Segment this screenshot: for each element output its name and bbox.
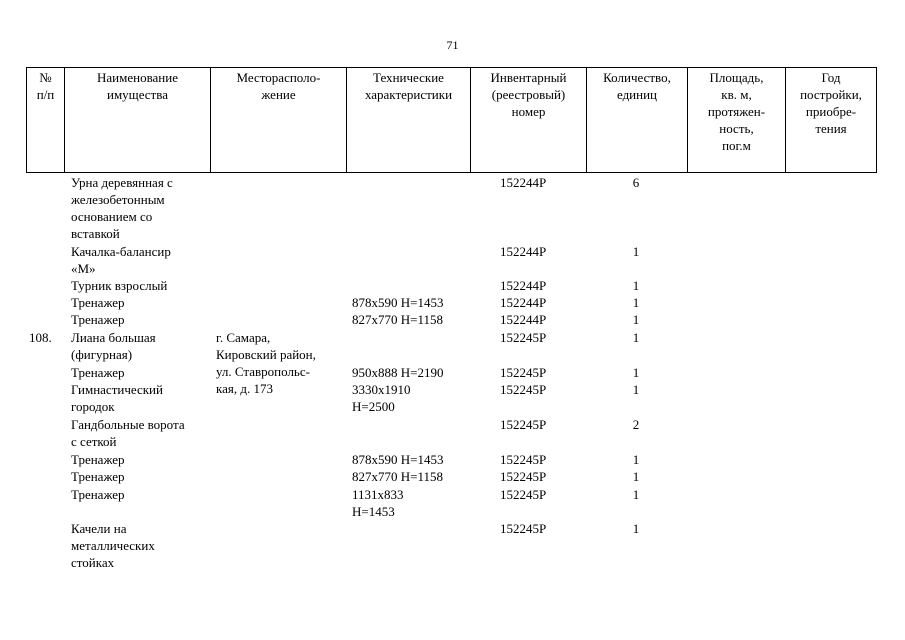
item-quantity: 1 xyxy=(632,365,640,380)
item-name: Турник взрослый xyxy=(71,278,168,293)
item-quantity: 1 xyxy=(632,312,640,327)
page-number: 71 xyxy=(446,38,459,52)
header-cell-quantity: Количество, единиц xyxy=(603,70,671,102)
item-inventory: 152245Р xyxy=(500,330,547,345)
item-tech: 950х888 Н=2190 xyxy=(352,365,444,380)
item-tech: 827х770 Н=1158 xyxy=(352,312,443,327)
item-name: Лиана большая (фигурная) xyxy=(71,330,156,362)
item-inventory: 152244Р xyxy=(500,312,547,327)
header-bottom-border xyxy=(26,172,877,173)
item-inventory: 152245Р xyxy=(500,452,547,467)
item-quantity: 1 xyxy=(632,469,640,484)
header-top-border xyxy=(26,67,877,68)
item-tech: 878х590 Н=1453 xyxy=(352,452,444,467)
item-tech: 878х590 Н=1453 xyxy=(352,295,444,310)
item-quantity: 1 xyxy=(632,487,640,502)
header-cell-location: Месторасполо- жение xyxy=(236,70,321,102)
item-name: Тренажер xyxy=(71,452,125,467)
item-quantity: 1 xyxy=(632,330,640,345)
item-inventory: 152245Р xyxy=(500,382,547,397)
item-tech: 1131х833 Н=1453 xyxy=(352,487,404,519)
item-name: Гимнастический городок xyxy=(71,382,163,414)
header-cell-name: Наименование имущества xyxy=(97,70,178,102)
item-name: Тренажер xyxy=(71,295,125,310)
header-cell-number: № п/п xyxy=(36,70,55,102)
item-tech: 827х770 Н=1158 xyxy=(352,469,443,484)
item-inventory: 152244Р xyxy=(500,295,547,310)
item-inventory: 152244Р xyxy=(500,278,547,293)
item-quantity: 1 xyxy=(632,244,640,259)
header-cell-inventory: Инвентарный (реестровый) номер xyxy=(490,70,567,119)
item-name: Тренажер xyxy=(71,365,125,380)
item-quantity: 2 xyxy=(632,417,640,432)
item-inventory: 152245Р xyxy=(500,487,547,502)
item-quantity: 1 xyxy=(632,278,640,293)
header-cell-year: Год постройки, приобре- тения xyxy=(800,70,862,136)
item-name: Урна деревянная с железобетонным основанием со вставкой xyxy=(71,175,173,241)
item-quantity: 6 xyxy=(632,175,640,190)
item-name: Качели на металлических стойках xyxy=(71,521,155,570)
item-name: Тренажер xyxy=(71,487,125,502)
item-inventory: 152244Р xyxy=(500,244,547,259)
item-name: Тренажер xyxy=(71,469,125,484)
item-inventory: 152244Р xyxy=(500,175,547,190)
item-inventory: 152245Р xyxy=(500,469,547,484)
row-number: 108. xyxy=(29,330,52,345)
item-name: Гандбольные ворота с сеткой xyxy=(71,417,185,449)
item-name: Качалка-балансир «М» xyxy=(71,244,171,276)
item-inventory: 152245Р xyxy=(500,417,547,432)
item-name: Тренажер xyxy=(71,312,125,327)
col-divider xyxy=(876,67,877,173)
item-inventory: 152245Р xyxy=(500,521,547,536)
item-inventory: 152245Р xyxy=(500,365,547,380)
item-tech: 3330х1910 Н=2500 xyxy=(352,382,411,414)
item-quantity: 1 xyxy=(632,521,640,536)
item-quantity: 1 xyxy=(632,295,640,310)
item-quantity: 1 xyxy=(632,452,640,467)
item-quantity: 1 xyxy=(632,382,640,397)
location-cell: г. Самара, Кировский район, ул. Ставропольс- кая, д. 173 xyxy=(216,330,316,396)
header-cell-area: Площадь, кв. м, протяжен- ность, пог.м xyxy=(707,70,766,153)
table-header xyxy=(26,67,877,173)
header-cell-tech: Технические характеристики xyxy=(364,70,453,102)
